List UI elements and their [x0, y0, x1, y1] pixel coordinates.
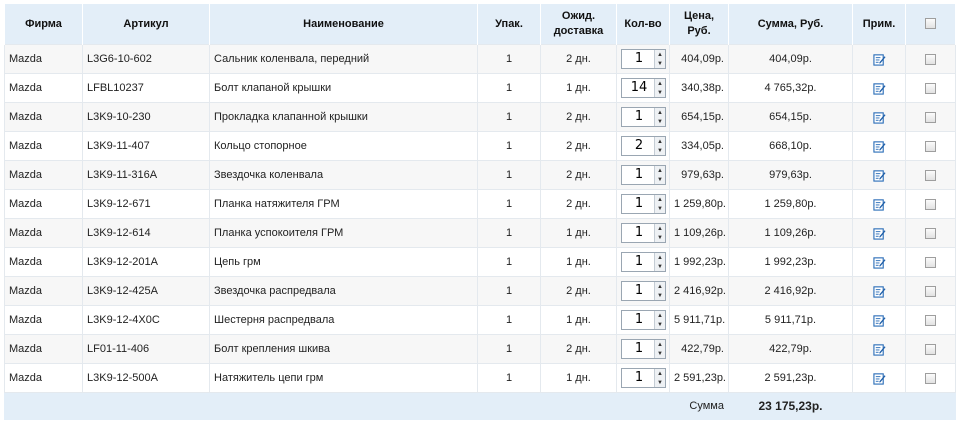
- row-select-checkbox[interactable]: [925, 257, 936, 268]
- cell-note: [853, 364, 906, 393]
- cell-pack: 1: [478, 161, 541, 190]
- edit-note-icon[interactable]: [873, 227, 886, 240]
- cell-price: 404,09р.: [670, 45, 729, 74]
- cell-price: 422,79р.: [670, 335, 729, 364]
- cell-article: LF01-11-406: [83, 335, 210, 364]
- cell-price: 979,63р.: [670, 161, 729, 190]
- cell-price: 5 911,71р.: [670, 306, 729, 335]
- edit-note-icon[interactable]: [873, 372, 886, 385]
- row-select-checkbox[interactable]: [925, 83, 936, 94]
- table-row: [5, 335, 956, 364]
- cell-note: [853, 219, 906, 248]
- cell-select: [906, 277, 956, 306]
- header-pack: Упак.: [478, 4, 541, 45]
- cell-note: [853, 248, 906, 277]
- arrow-down-icon[interactable]: ▼: [657, 118, 663, 125]
- quantity-stepper[interactable]: [621, 310, 666, 330]
- quantity-arrows: [654, 137, 665, 155]
- cell-pack: 1: [478, 190, 541, 219]
- table-row: [5, 306, 956, 335]
- cell-note: [853, 103, 906, 132]
- quantity-stepper[interactable]: [621, 194, 666, 214]
- quantity-arrows: [654, 108, 665, 126]
- quantity-arrows: [654, 253, 665, 271]
- arrow-up-icon[interactable]: ▲: [657, 167, 663, 174]
- cell-article: L3K9-12-425A: [83, 277, 210, 306]
- cell-sum: 422,79р.: [729, 335, 853, 364]
- row-select-checkbox[interactable]: [925, 286, 936, 297]
- row-select-checkbox[interactable]: [925, 373, 936, 384]
- header-delivery: Ожид. доставка: [541, 4, 617, 45]
- quantity-stepper[interactable]: [621, 368, 666, 388]
- cell-select: [906, 335, 956, 364]
- quantity-stepper[interactable]: [621, 78, 666, 98]
- cell-select: [906, 364, 956, 393]
- cell-price: 2 416,92р.: [670, 277, 729, 306]
- cell-article: L3K9-12-671: [83, 190, 210, 219]
- cell-qty: [617, 219, 670, 248]
- footer-empty-note: [853, 393, 906, 420]
- cell-delivery: 1 дн.: [541, 306, 617, 335]
- cell-qty: [617, 161, 670, 190]
- cell-pack: 1: [478, 74, 541, 103]
- table-row: [5, 190, 956, 219]
- cell-name: Планка натяжителя ГРМ: [210, 190, 478, 219]
- cell-pack: 1: [478, 364, 541, 393]
- row-select-checkbox[interactable]: [925, 170, 936, 181]
- cell-note: [853, 335, 906, 364]
- cell-firm: Mazda: [5, 306, 83, 335]
- cell-sum: 654,15р.: [729, 103, 853, 132]
- header-price: Цена, Руб.: [670, 4, 729, 45]
- cell-firm: Mazda: [5, 219, 83, 248]
- quantity-arrows: [654, 50, 665, 68]
- cell-select: [906, 219, 956, 248]
- quantity-arrows: [654, 166, 665, 184]
- cell-pack: 1: [478, 132, 541, 161]
- cell-qty: [617, 335, 670, 364]
- cell-delivery: 2 дн.: [541, 190, 617, 219]
- cell-sum: 404,09р.: [729, 45, 853, 74]
- total-sum: 23 175,23р.: [729, 393, 853, 420]
- cell-sum: 4 765,32р.: [729, 74, 853, 103]
- cell-sum: 1 109,26р.: [729, 219, 853, 248]
- arrow-up-icon[interactable]: ▲: [657, 109, 663, 116]
- arrow-down-icon[interactable]: ▼: [657, 379, 663, 386]
- arrow-down-icon[interactable]: ▼: [657, 263, 663, 270]
- cell-pack: 1: [478, 248, 541, 277]
- cell-price: 2 591,23р.: [670, 364, 729, 393]
- table-row: [5, 103, 956, 132]
- cell-firm: Mazda: [5, 161, 83, 190]
- cell-sum: 2 416,92р.: [729, 277, 853, 306]
- quantity-value[interactable]: 2: [634, 138, 644, 153]
- cell-sum: 979,63р.: [729, 161, 853, 190]
- cell-sum: 1 992,23р.: [729, 248, 853, 277]
- quantity-arrows: [654, 79, 665, 97]
- table-body: [5, 45, 956, 393]
- cell-firm: Mazda: [5, 132, 83, 161]
- quantity-value[interactable]: 1: [634, 196, 644, 211]
- cell-qty: [617, 74, 670, 103]
- cell-delivery: 2 дн.: [541, 45, 617, 74]
- quantity-value[interactable]: 1: [634, 225, 644, 240]
- cell-sum: 2 591,23р.: [729, 364, 853, 393]
- cell-firm: Mazda: [5, 277, 83, 306]
- cell-sum: 1 259,80р.: [729, 190, 853, 219]
- cell-select: [906, 45, 956, 74]
- quantity-arrows: [654, 224, 665, 242]
- cell-name: Болт клапаной крышки: [210, 74, 478, 103]
- arrow-up-icon[interactable]: ▲: [657, 225, 663, 232]
- cell-name: Звездочка коленвала: [210, 161, 478, 190]
- arrow-down-icon[interactable]: ▼: [657, 60, 663, 67]
- arrow-up-icon[interactable]: ▲: [657, 341, 663, 348]
- arrow-up-icon[interactable]: ▲: [657, 196, 663, 203]
- footer-empty-select: [906, 393, 956, 420]
- cell-name: Натяжитель цепи грм: [210, 364, 478, 393]
- cell-firm: Mazda: [5, 335, 83, 364]
- quantity-arrows: [654, 369, 665, 387]
- table-row: [5, 364, 956, 393]
- cell-firm: Mazda: [5, 248, 83, 277]
- table-header-row: [5, 4, 956, 45]
- cell-pack: 1: [478, 45, 541, 74]
- cell-note: [853, 132, 906, 161]
- cell-price: 334,05р.: [670, 132, 729, 161]
- edit-note-icon[interactable]: [873, 169, 886, 182]
- cell-pack: 1: [478, 306, 541, 335]
- cell-price: 340,38р.: [670, 74, 729, 103]
- cell-qty: [617, 132, 670, 161]
- quantity-arrows: [654, 195, 665, 213]
- quantity-value[interactable]: 14: [630, 80, 648, 95]
- cell-select: [906, 248, 956, 277]
- cell-article: L3K9-12-500A: [83, 364, 210, 393]
- cell-select: [906, 103, 956, 132]
- cell-price: 1 109,26р.: [670, 219, 729, 248]
- cell-name: Кольцо стопорное: [210, 132, 478, 161]
- quantity-arrows: [654, 311, 665, 329]
- arrow-down-icon[interactable]: ▼: [657, 350, 663, 357]
- edit-note-icon[interactable]: [873, 198, 886, 211]
- cell-name: Шестерня распредвала: [210, 306, 478, 335]
- cell-name: Сальник коленвала, передний: [210, 45, 478, 74]
- quantity-value[interactable]: 1: [634, 109, 644, 124]
- cell-delivery: 2 дн.: [541, 161, 617, 190]
- row-select-checkbox[interactable]: [925, 199, 936, 210]
- cell-note: [853, 45, 906, 74]
- cell-delivery: 1 дн.: [541, 74, 617, 103]
- arrow-down-icon[interactable]: ▼: [657, 89, 663, 96]
- cell-article: L3K9-10-230: [83, 103, 210, 132]
- cell-qty: [617, 103, 670, 132]
- row-select-checkbox[interactable]: [925, 54, 936, 65]
- table-row: [5, 277, 956, 306]
- table-row: [5, 74, 956, 103]
- cart-table-container: [4, 4, 955, 420]
- quantity-value[interactable]: 1: [634, 51, 644, 66]
- quantity-arrows: [654, 340, 665, 358]
- cell-qty: [617, 190, 670, 219]
- quantity-arrows: [654, 282, 665, 300]
- quantity-stepper[interactable]: [621, 165, 666, 185]
- cell-note: [853, 161, 906, 190]
- cell-select: [906, 132, 956, 161]
- cell-article: L3K9-12-614: [83, 219, 210, 248]
- arrow-up-icon[interactable]: ▲: [657, 80, 663, 87]
- cell-select: [906, 74, 956, 103]
- edit-note-icon[interactable]: [873, 82, 886, 95]
- table-footer-row: [5, 393, 956, 420]
- cell-delivery: 1 дн.: [541, 364, 617, 393]
- row-select-checkbox[interactable]: [925, 141, 936, 152]
- quantity-value[interactable]: 1: [634, 167, 644, 182]
- arrow-down-icon[interactable]: ▼: [657, 205, 663, 212]
- cell-name: Прокладка клапанной крышки: [210, 103, 478, 132]
- cell-firm: Mazda: [5, 103, 83, 132]
- cell-name: Звездочка распредвала: [210, 277, 478, 306]
- cell-pack: 1: [478, 335, 541, 364]
- edit-note-icon[interactable]: [873, 53, 886, 66]
- header-name: Наименование: [210, 4, 478, 45]
- select-all-checkbox[interactable]: [925, 18, 936, 29]
- table-row: [5, 132, 956, 161]
- cell-article: L3K9-11-407: [83, 132, 210, 161]
- quantity-value[interactable]: 1: [634, 341, 644, 356]
- header-select-all[interactable]: [906, 4, 956, 45]
- arrow-down-icon[interactable]: ▼: [657, 176, 663, 183]
- cell-sum: 668,10р.: [729, 132, 853, 161]
- cell-qty: [617, 248, 670, 277]
- cell-delivery: 2 дн.: [541, 132, 617, 161]
- quantity-value[interactable]: 1: [634, 283, 644, 298]
- cell-qty: [617, 277, 670, 306]
- arrow-up-icon[interactable]: ▲: [657, 312, 663, 319]
- cell-pack: 1: [478, 103, 541, 132]
- arrow-down-icon[interactable]: ▼: [657, 292, 663, 299]
- cell-note: [853, 306, 906, 335]
- quantity-stepper[interactable]: [621, 223, 666, 243]
- edit-note-icon[interactable]: [873, 343, 886, 356]
- arrow-up-icon[interactable]: ▲: [657, 138, 663, 145]
- table-row: [5, 45, 956, 74]
- cell-delivery: 2 дн.: [541, 277, 617, 306]
- table-row: [5, 248, 956, 277]
- cell-select: [906, 306, 956, 335]
- cell-note: [853, 277, 906, 306]
- cell-firm: Mazda: [5, 190, 83, 219]
- cell-qty: [617, 45, 670, 74]
- quantity-stepper[interactable]: [621, 339, 666, 359]
- arrow-down-icon[interactable]: ▼: [657, 321, 663, 328]
- cell-name: Планка успокоителя ГРМ: [210, 219, 478, 248]
- cell-note: [853, 74, 906, 103]
- row-select-checkbox[interactable]: [925, 112, 936, 123]
- quantity-stepper[interactable]: [621, 281, 666, 301]
- cell-delivery: 2 дн.: [541, 103, 617, 132]
- total-label: Сумма: [5, 393, 729, 420]
- edit-note-icon[interactable]: [873, 140, 886, 153]
- edit-note-icon[interactable]: [873, 314, 886, 327]
- row-select-checkbox[interactable]: [925, 344, 936, 355]
- header-qty: Кол-во: [617, 4, 670, 45]
- cell-price: 654,15р.: [670, 103, 729, 132]
- cell-article: L3K9-12-4X0C: [83, 306, 210, 335]
- edit-note-icon[interactable]: [873, 256, 886, 269]
- quantity-value[interactable]: 1: [634, 312, 644, 327]
- arrow-up-icon[interactable]: ▲: [657, 283, 663, 290]
- row-select-checkbox[interactable]: [925, 315, 936, 326]
- header-article: Артикул: [83, 4, 210, 45]
- arrow-up-icon[interactable]: ▲: [657, 370, 663, 377]
- quantity-stepper[interactable]: [621, 252, 666, 272]
- cell-article: LFBL10237: [83, 74, 210, 103]
- cell-name: Цепь грм: [210, 248, 478, 277]
- arrow-down-icon[interactable]: ▼: [657, 147, 663, 154]
- cell-pack: 1: [478, 219, 541, 248]
- row-select-checkbox[interactable]: [925, 228, 936, 239]
- quantity-stepper[interactable]: [621, 136, 666, 156]
- cell-pack: 1: [478, 277, 541, 306]
- quantity-stepper[interactable]: [621, 107, 666, 127]
- edit-note-icon[interactable]: [873, 285, 886, 298]
- cell-delivery: 1 дн.: [541, 219, 617, 248]
- arrow-up-icon[interactable]: ▲: [657, 51, 663, 58]
- cell-firm: Mazda: [5, 364, 83, 393]
- cell-firm: Mazda: [5, 45, 83, 74]
- cell-qty: [617, 306, 670, 335]
- quantity-value[interactable]: 1: [634, 370, 644, 385]
- cell-article: L3G6-10-602: [83, 45, 210, 74]
- cart-table: [4, 4, 956, 420]
- cell-note: [853, 190, 906, 219]
- cell-price: 1 992,23р.: [670, 248, 729, 277]
- quantity-stepper[interactable]: [621, 49, 666, 69]
- quantity-value[interactable]: 1: [634, 254, 644, 269]
- cell-delivery: 1 дн.: [541, 248, 617, 277]
- cell-select: [906, 161, 956, 190]
- table-row: [5, 161, 956, 190]
- arrow-up-icon[interactable]: ▲: [657, 254, 663, 261]
- cell-qty: [617, 364, 670, 393]
- cell-sum: 5 911,71р.: [729, 306, 853, 335]
- cell-firm: Mazda: [5, 74, 83, 103]
- cell-select: [906, 190, 956, 219]
- cell-article: L3K9-11-316A: [83, 161, 210, 190]
- header-sum: Сумма, Руб.: [729, 4, 853, 45]
- cell-delivery: 2 дн.: [541, 335, 617, 364]
- cell-price: 1 259,80р.: [670, 190, 729, 219]
- arrow-down-icon[interactable]: ▼: [657, 234, 663, 241]
- table-row: [5, 219, 956, 248]
- cell-article: L3K9-12-201A: [83, 248, 210, 277]
- edit-note-icon[interactable]: [873, 111, 886, 124]
- cell-name: Болт крепления шкива: [210, 335, 478, 364]
- header-note: Прим.: [853, 4, 906, 45]
- header-firm: Фирма: [5, 4, 83, 45]
